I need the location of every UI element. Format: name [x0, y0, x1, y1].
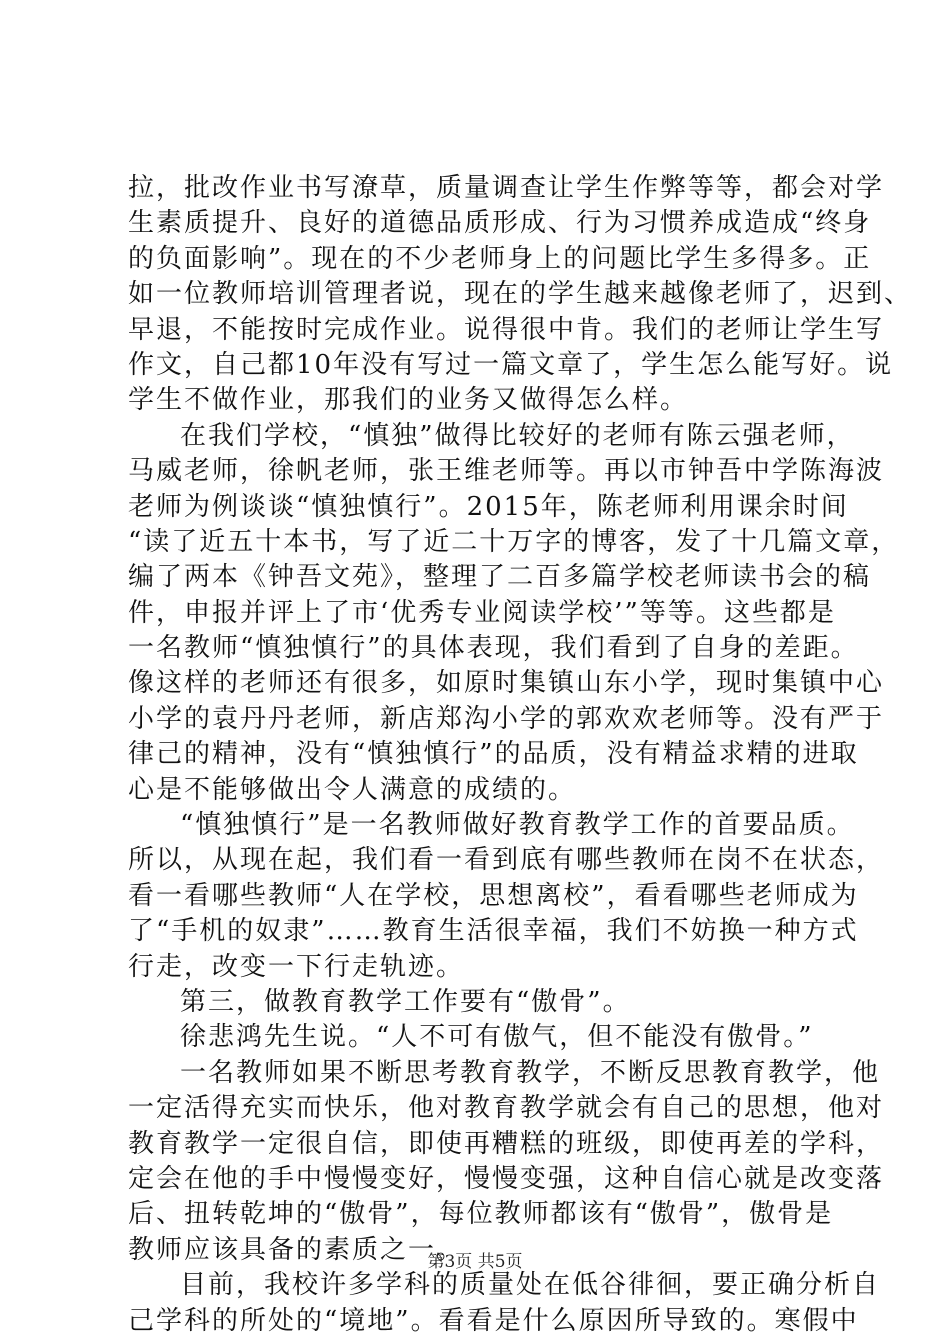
text-line: 马威老师，徐帆老师，张王维老师等。再以市钟吾中学陈海波 [128, 456, 885, 487]
text-line: 所以，从现在起，我们看一看到底有哪些教师在岗不在状态， [128, 845, 885, 876]
text-line: “读了近五十本书，写了近二十万字的博客，发了十几篇文章， [128, 526, 900, 557]
text-line: 了“手机的奴隶”……教育生活很幸福，我们不妨换一种方式 [128, 916, 859, 947]
text-line: 律己的精神，没有“慎独慎行”的品质，没有精益求精的进取 [128, 739, 859, 770]
text-line: 第三，做教育教学工作要有“傲骨”。 [180, 986, 631, 1017]
text-line: 拉，批改作业书写潦草，质量调查让学生作弊等等，都会对学 [128, 173, 885, 203]
text-line: 在我们学校，“慎独”做得比较好的老师有陈云强老师， [180, 420, 855, 451]
text-line: 行走，改变一下行走轨迹。 [128, 951, 465, 982]
page-footer: 第3页 共5页 [427, 1252, 523, 1272]
text-line: 看一看哪些教师“人在学校，思想离校”，看看哪些老师成为 [128, 880, 859, 911]
text-line: 心是不能够做出令人满意的成绩的。 [128, 774, 577, 805]
text-line: 生素质提升、良好的道德品质形成、行为习惯养成造成“终身 [128, 208, 872, 239]
text-line: 一定活得充实而快乐，他对教育教学就会有自己的思想，他对 [128, 1093, 885, 1124]
text-line: 像这样的老师还有很多，如原时集镇山东小学，现时集镇中心 [128, 668, 885, 699]
text-line: 学生不做作业，那我们的业务又做得怎么样。 [128, 385, 689, 416]
text-line: 目前，我校许多学科的质量处在低谷徘徊，要正确分析自 [180, 1270, 881, 1301]
text-line: 一名教师如果不断思考教育教学，不断反思教育教学，他 [180, 1057, 881, 1088]
text-line: 己学科的所处的“境地”。看看是什么原因所导致的。寒假中 [128, 1305, 859, 1336]
text-line: 定会在他的手中慢慢变好，慢慢变强，这种自信心就是改变落 [128, 1163, 885, 1194]
text-line: 教育教学一定很自信，即使再糟糕的班级，即使再差的学科， [128, 1128, 885, 1159]
text-line: 件，申报并评上了市‘优秀专业阅读学校’”等等。这些都是 [128, 597, 836, 628]
text-line: 小学的袁丹丹老师，新店郑沟小学的郭欢欢老师等。没有严于 [128, 703, 885, 734]
text-line: 的负面影响”。现在的不少老师身上的问题比学生多得多。正 [128, 243, 872, 274]
text-line: 后、扭转乾坤的“傲骨”，每位教师都该有“傲骨”，傲骨是 [128, 1199, 834, 1230]
text-line: 老师为例谈谈“慎独慎行”。2015年，陈老师利用课余时间 [128, 491, 849, 522]
text-line: 一名教师“慎独慎行”的具体表现，我们看到了自身的差距。 [128, 633, 859, 664]
text-line: 徐悲鸿先生说。“人不可有傲气，但不能没有傲骨。” [180, 1022, 814, 1053]
text-line: 作文，自己都10年没有写过一篇文章了，学生怎么能写好。说 [128, 349, 894, 380]
body-text [128, 171, 913, 1339]
text-line: 编了两本《钟吾文苑》，整理了二百多篇学校老师读书会的稿 [128, 562, 872, 593]
text-line: 早退，不能按时完成作业。说得很中肯。我们的老师让学生写 [128, 314, 885, 345]
text-line: “慎独慎行”是一名教师做好教育教学工作的首要品质。 [180, 810, 855, 841]
text-line: 如一位教师培训管理者说，现在的学生越来越像老师了，迟到、 [128, 279, 913, 310]
text-line: 教师应该具备的素质之一。 [128, 1234, 465, 1265]
